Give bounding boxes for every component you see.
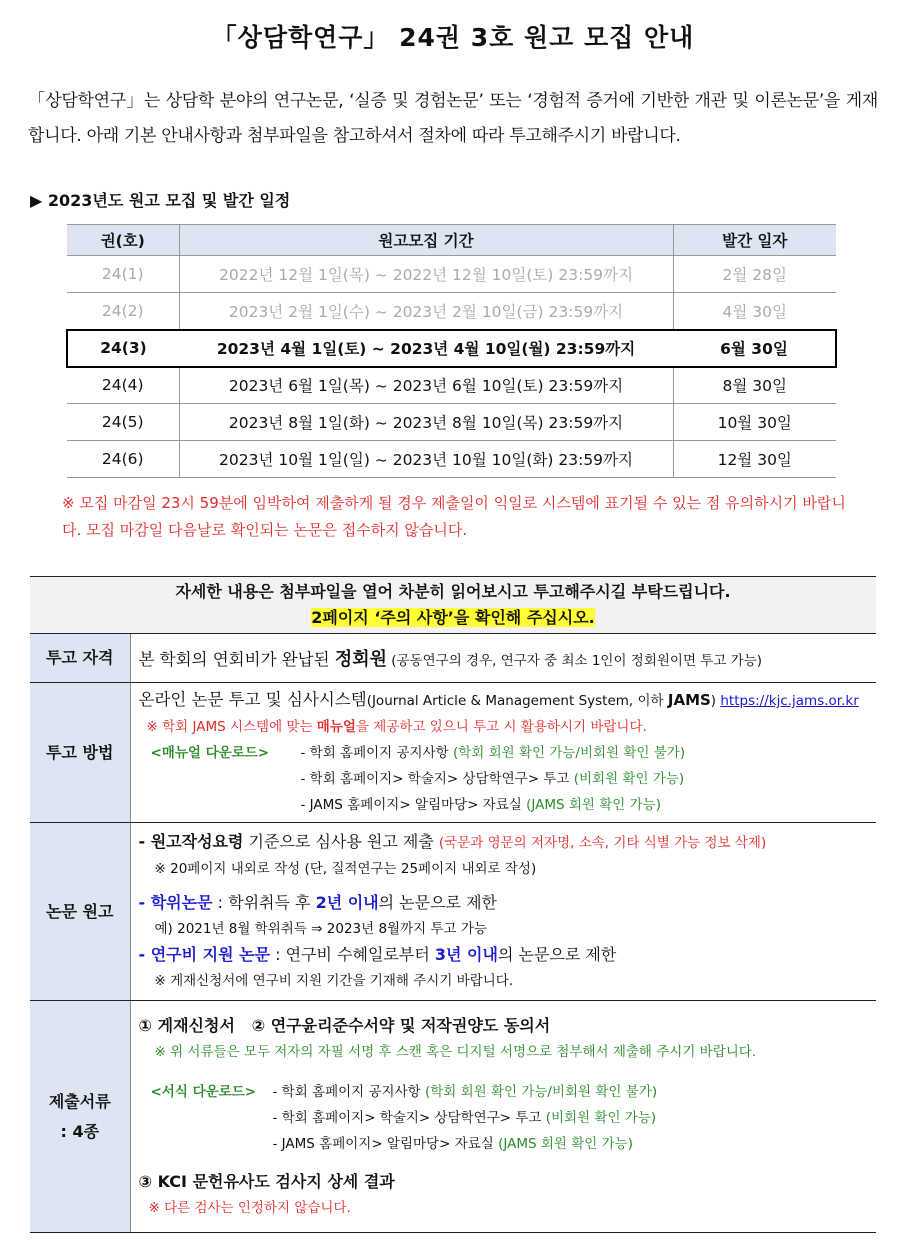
text: - 연구비 지원 논문 — [138, 945, 271, 964]
schedule-cell: 24(6) — [67, 441, 179, 478]
text: (JAMS 회원 확인 가능) — [526, 797, 661, 813]
text: 예) 2021년 8월 학위취득 ⇒ 2023년 8월까지 투고 가능 — [154, 921, 487, 937]
manual-note — [139, 714, 869, 740]
text: - 학회 홈페이지> 학술지> 상담학연구> 투고 — [272, 1109, 546, 1126]
header-line: 자세한 내용은 첨부파일을 열어 차분히 읽어보시고 투고해주시길 부탁드립니다. — [175, 582, 731, 601]
schedule-row — [67, 330, 836, 367]
jams-link[interactable]: https://kjc.jams.or.kr — [720, 693, 859, 709]
schedule-cell: 4월 30일 — [673, 293, 836, 330]
download-path — [301, 792, 686, 818]
text: 의 논문으로 제한 — [497, 945, 617, 964]
text: 을 제공하고 있으니 투고 시 활용하시기 바랍니다. — [355, 719, 647, 735]
download-path — [273, 1105, 658, 1131]
info-header — [30, 577, 876, 634]
text: 의 논문으로 제한 — [378, 893, 498, 912]
schedule-cell: 10월 30일 — [673, 404, 836, 441]
schedule-row — [67, 404, 836, 441]
schedule-cell: 2022년 12월 1일(목) ~ 2022년 12월 10일(토) 23:59까지 — [179, 256, 673, 293]
manuscript-content — [130, 823, 876, 1001]
text: (학회 회원 확인 가능/비회원 확인 불가) — [424, 1083, 658, 1100]
manual-download-label: <매뉴얼 다운로드> — [150, 745, 270, 761]
text: - 학회 홈페이지 공지사항 — [300, 745, 453, 761]
schedule-heading: ▶ 2023년도 원고 모집 및 발간 일정 — [30, 191, 291, 210]
schedule-cell: 24(1) — [67, 256, 179, 293]
text: - 학회 홈페이지> 학술지> 상담학연구> 투고 — [300, 771, 574, 787]
schedule-row — [67, 441, 836, 478]
text: (비회원 확인 가능) — [545, 1109, 657, 1126]
label-manuscript: 논문 원고 — [30, 823, 130, 1001]
text: 2년 이내 — [315, 893, 379, 912]
eligibility-content — [130, 634, 876, 683]
col-header: 권(호) — [67, 225, 179, 256]
form-download-label: <서식 다운로드> — [150, 1083, 257, 1100]
label-method: 투고 방법 — [30, 683, 130, 823]
highlighted-notice: 2페이지 ‘주의 사항’을 확인해 주십시오. — [311, 608, 595, 627]
text: ※ 다른 검사는 인정하지 않습니다. — [148, 1199, 351, 1216]
text: 매뉴얼 — [316, 719, 356, 735]
text: - 학회 홈페이지 공지사항 — [272, 1083, 425, 1100]
schedule-cell: 2023년 8월 1일(화) ~ 2023년 8월 10일(목) 23:59까지 — [179, 404, 673, 441]
text: (공동연구의 경우, 연구자 중 최소 1인이 정회원이면 투고 가능) — [386, 653, 763, 669]
text: (비회원 확인 가능) — [573, 771, 685, 787]
text: JAMS — [667, 691, 711, 709]
schedule-cell: 2023년 2월 1일(수) ~ 2023년 2월 10일(금) 23:59까지 — [179, 293, 673, 330]
schedule-table — [66, 224, 837, 478]
schedule-cell: 2023년 6월 1일(목) ~ 2023년 6월 10일(토) 23:59까지 — [179, 367, 673, 404]
schedule-cell: 12월 30일 — [673, 441, 836, 478]
text: ※ 20페이지 내외로 작성 (단, 질적연구는 25페이지 내외로 작성) — [154, 861, 537, 877]
text: - JAMS 홈페이지> 알림마당> 자료실 — [272, 1135, 499, 1152]
text: ③ KCI 문헌유사도 검사지 상세 결과 — [138, 1171, 395, 1191]
text: : 학위취득 후 — [212, 893, 316, 912]
download-path — [273, 1131, 658, 1157]
text: : 4종 — [60, 1121, 100, 1141]
method-content — [130, 683, 876, 823]
text: (학회 회원 확인 가능/비회원 확인 불가) — [452, 745, 686, 761]
schedule-cell: 24(5) — [67, 404, 179, 441]
label-eligibility: 투고 자격 — [30, 634, 130, 683]
documents-content — [130, 1001, 876, 1233]
info-table — [30, 576, 876, 1233]
text: - JAMS 홈페이지> 알림마당> 자료실 — [300, 797, 527, 813]
text: - 원고작성요령 — [138, 832, 244, 851]
schedule-cell: 2월 28일 — [673, 256, 836, 293]
schedule-cell: 2023년 10월 1일(일) ~ 2023년 10월 10일(화) 23:59까지 — [179, 441, 673, 478]
intro-paragraph: 「상담학연구」는 상담학 분야의 연구논문, ‘실증 및 경험논문’ 또는 ‘경험적 증거에 기반한 개관 및 이론논문’을 게재합니다. 아래 기본 안내사항과 첨부파일을 참고하셔서 절차에 따라 투고해주시기 바랍니다. — [28, 91, 878, 146]
schedule-cell: 24(2) — [67, 293, 179, 330]
text: 제출서류 — [48, 1091, 111, 1111]
schedule-row — [67, 293, 836, 330]
deadline-note: ※ 모집 마감일 23시 59분에 임박하여 제출하게 될 경우 제출일이 익일로 시스템에 표기될 수 있는 점 유의하시기 바랍니다. 모집 마감일 다음날로 확인되는 논문은 접수하지 않습니다. — [62, 494, 846, 539]
schedule-cell: 6월 30일 — [673, 330, 836, 367]
text: ※ 학회 JAMS 시스템에 맞는 — [146, 719, 317, 735]
schedule-row — [67, 367, 836, 404]
text: 기준으로 심사용 원고 제출 — [243, 832, 439, 851]
label-documents — [30, 1001, 130, 1233]
text: : 연구비 수혜일로부터 — [270, 945, 435, 964]
text: 온라인 논문 투고 및 심사시스템 — [138, 690, 367, 709]
text: 정회원 — [334, 649, 387, 670]
text: (JAMS 회원 확인 가능) — [498, 1135, 633, 1152]
text: 3년 이내 — [434, 945, 498, 964]
text: ① 게재신청서 ② 연구윤리준수서약 및 저작권양도 동의서 — [138, 1015, 551, 1035]
col-header: 원고모집 기간 — [179, 225, 673, 256]
text: ) — [710, 693, 721, 709]
schedule-cell: 24(3) — [67, 330, 179, 367]
schedule-cell: 8월 30일 — [673, 367, 836, 404]
text: 본 학회의 연회비가 완납된 — [138, 650, 335, 669]
text: ※ 게재신청서에 연구비 지원 기간을 기재해 주시기 바랍니다. — [154, 973, 514, 989]
download-path — [273, 1079, 658, 1105]
text: (국문과 영문의 저자명, 소속, 기타 식별 가능 정보 삭제) — [438, 835, 767, 851]
schedule-cell: 2023년 4월 1일(토) ~ 2023년 4월 10일(월) 23:59까지 — [179, 330, 673, 367]
page-title: 「상담학연구」 24권 3호 원고 모집 안내 — [211, 23, 695, 52]
download-path — [301, 740, 686, 766]
schedule-cell: 24(4) — [67, 367, 179, 404]
text: - 학위논문 — [138, 893, 213, 912]
schedule-row — [67, 256, 836, 293]
text: (Journal Article & Management System, 이하 — [366, 693, 668, 709]
col-header: 발간 일자 — [673, 225, 836, 256]
text: ※ 위 서류들은 모두 저자의 자필 서명 후 스캔 혹은 디지털 서명으로 첨부해서 제출해 주시기 바랍니다. — [154, 1043, 757, 1060]
download-path — [301, 766, 686, 792]
